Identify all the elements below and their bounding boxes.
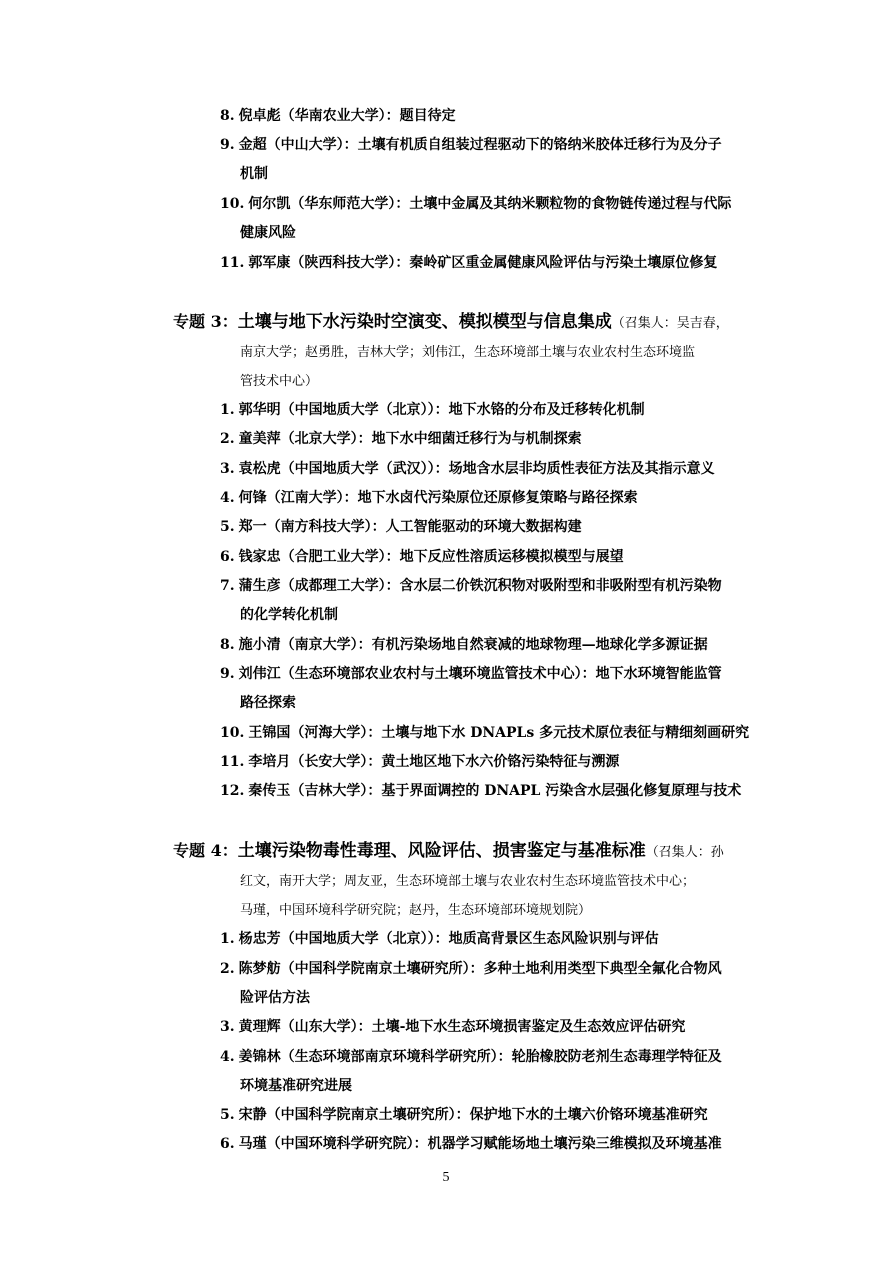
item-number: 4. xyxy=(220,490,235,506)
item-number: 6. xyxy=(220,1136,235,1152)
topic-label: 专题 4： xyxy=(173,841,238,860)
item-text: 王锦国（河海大学）：土壤与地下水 DNAPLs 多元技术原位表征与精细刻画研究 xyxy=(248,725,750,741)
topic-conveners: （召集人：孙 xyxy=(645,845,724,860)
item-text: 秦传玉（吉林大学）：基于界面调控的 DNAPL 污染含水层强化修复原理与技术 xyxy=(248,783,742,799)
list-item xyxy=(220,1013,768,1042)
item-text: 郑一（南方科技大学）：人工智能驱动的环境大数据构建 xyxy=(238,519,582,535)
item-number: 5. xyxy=(220,1107,235,1123)
topic-title: 土壤与地下水污染时空演变、模拟模型与信息集成 xyxy=(237,312,612,332)
item-text: 郭华明（中国地质大学（北京））：地下水铬的分布及迁移转化机制 xyxy=(238,402,645,418)
item-text-continued: 环境基准研究进展 xyxy=(240,1078,352,1094)
topic-3-heading xyxy=(173,307,773,396)
topic-conveners-line: 马瑾，中国环境科学研究院；赵丹，生态环境部环境规划院） xyxy=(240,903,592,918)
item-text: 杨忠芳（中国地质大学（北京））：地质高背景区生态风险识别与评估 xyxy=(238,931,659,947)
topic-conveners-line: 南京大学；赵勇胜，吉林大学；刘伟江，生态环境部土壤与农业农村生态环境监 xyxy=(240,345,696,360)
item-text: 金超（中山大学）：土壤有机质自组装过程驱动下的铬纳米胶体迁移行为及分子 xyxy=(238,137,722,153)
list-item xyxy=(220,513,768,542)
item-text-continued: 险评估方法 xyxy=(240,990,310,1006)
list-item xyxy=(220,249,768,278)
item-number: 11. xyxy=(220,255,245,271)
item-number: 9. xyxy=(220,137,235,153)
item-text: 宋静（中国科学院南京土壤研究所）：保护地下水的土壤六价铬环境基准研究 xyxy=(238,1107,708,1123)
list-item xyxy=(220,455,768,484)
list-item xyxy=(220,484,768,513)
item-number: 11. xyxy=(220,754,245,770)
item-text: 倪卓彪（华南农业大学）：题目待定 xyxy=(238,108,456,124)
topic-4-heading xyxy=(173,836,773,925)
item-number: 9. xyxy=(220,666,235,682)
item-number: 3. xyxy=(220,1019,235,1035)
topic-label: 专题 3： xyxy=(173,312,238,331)
item-number: 3. xyxy=(220,461,235,477)
list-item xyxy=(220,1101,768,1130)
topic-title: 土壤污染物毒性毒理、风险评估、损害鉴定与基准标准 xyxy=(237,841,646,861)
item-number: 1. xyxy=(220,402,235,418)
item-number: 2. xyxy=(220,431,235,447)
item-number: 8. xyxy=(220,108,235,124)
item-number: 10. xyxy=(220,725,245,741)
item-text: 施小清（南京大学）：有机污染场地自然衰减的地球物理—地球化学多源证据 xyxy=(238,637,708,653)
item-number: 1. xyxy=(220,931,235,947)
list-item xyxy=(220,131,768,189)
item-number: 5. xyxy=(220,519,235,535)
list-item xyxy=(220,925,768,954)
list-item xyxy=(220,572,768,630)
list-item xyxy=(220,777,768,806)
list-item xyxy=(220,102,768,131)
list-item xyxy=(220,719,768,748)
item-text: 童美萍（北京大学）：地下水中细菌迁移行为与机制探索 xyxy=(238,431,582,447)
topic-conveners-line: 管技术中心） xyxy=(240,374,319,389)
item-number: 10. xyxy=(220,196,245,212)
list-item xyxy=(220,396,768,425)
item-number: 7. xyxy=(220,578,235,594)
item-text-continued: 的化学转化机制 xyxy=(240,607,338,623)
item-text: 蒲生彦（成都理工大学）：含水层二价铁沉积物对吸附型和非吸附型有机污染物 xyxy=(238,578,722,594)
item-number: 4. xyxy=(220,1049,235,1065)
item-number: 2. xyxy=(220,961,235,977)
item-text: 陈梦舫（中国科学院南京土壤研究所）：多种土地利用类型下典型全氟化合物风 xyxy=(238,961,722,977)
list-item xyxy=(220,631,768,660)
item-text-continued: 机制 xyxy=(240,166,268,182)
list-item xyxy=(220,955,768,1013)
topic-conveners-line: 红文，南开大学；周友亚，生态环境部土壤与农业农村生态环境监管技术中心； xyxy=(240,874,696,889)
item-number: 12. xyxy=(220,783,245,799)
item-text: 袁松虎（中国地质大学（武汉））：场地含水层非均质性表征方法及其指示意义 xyxy=(238,461,715,477)
topic-conveners: （召集人：吴吉春， xyxy=(611,316,729,331)
item-text-continued: 健康风险 xyxy=(240,225,296,241)
item-text: 何尔凯（华东师范大学）：土壤中金属及其纳米颗粒物的食物链传递过程与代际 xyxy=(248,196,732,212)
item-number: 6. xyxy=(220,549,235,565)
item-text: 李培月（长安大学）：黄土地区地下水六价铬污染特征与溯源 xyxy=(248,754,620,770)
item-text: 何锋（江南大学）：地下水卤代污染原位还原修复策略与路径探索 xyxy=(238,490,638,506)
item-text: 姜锦林（生态环境部南京环境科学研究所）：轮胎橡胶防老剂生态毒理学特征及 xyxy=(238,1049,722,1065)
list-item xyxy=(220,660,768,718)
list-item xyxy=(220,425,768,454)
item-text: 钱家忠（合肥工业大学）：地下反应性溶质运移模拟模型与展望 xyxy=(238,549,624,565)
list-item xyxy=(220,190,768,248)
item-text: 黄理辉（山东大学）：土壤-地下水生态环境损害鉴定及生态效应评估研究 xyxy=(238,1019,686,1035)
page-number: 5 xyxy=(442,1170,450,1185)
list-item xyxy=(220,1043,768,1101)
item-text: 郭军康（陕西科技大学）：秦岭矿区重金属健康风险评估与污染土壤原位修复 xyxy=(248,255,718,271)
list-item xyxy=(220,1130,768,1159)
list-item xyxy=(220,543,768,572)
item-text: 刘伟江（生态环境部农业农村与土壤环境监管技术中心）：地下水环境智能监管 xyxy=(238,666,722,682)
list-item xyxy=(220,748,768,777)
item-text: 马瑾（中国环境科学研究院）：机器学习赋能场地土壤污染三维模拟及环境基准 xyxy=(238,1136,722,1152)
item-number: 8. xyxy=(220,637,235,653)
item-text-continued: 路径探索 xyxy=(240,695,296,711)
